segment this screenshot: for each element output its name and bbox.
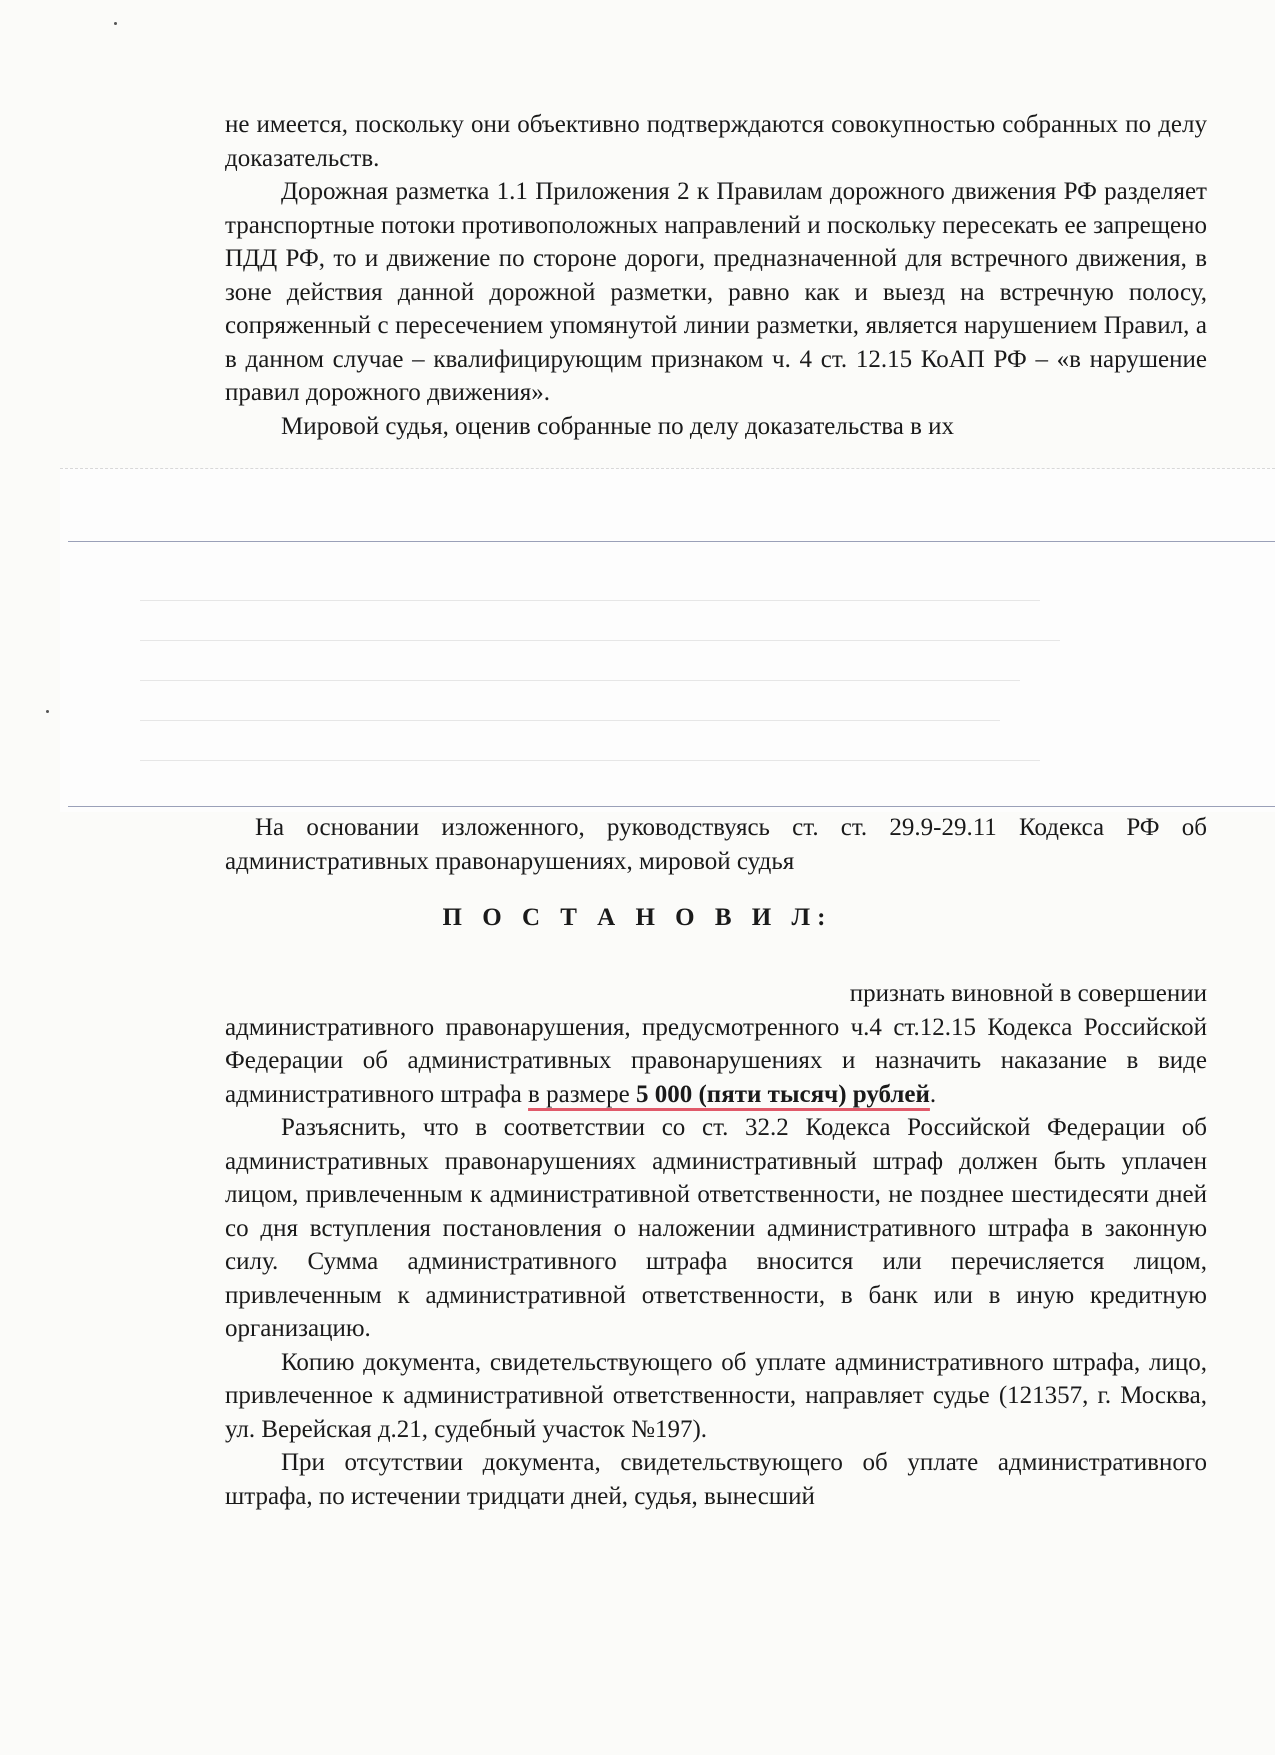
paragraph-3: Мировой судья, оценив собранные по делу доказательства в их <box>281 412 955 440</box>
paragraph-2: Дорожная разметка 1.1 Приложения 2 к Правилам дорожного движения РФ разделяет транспортные потоки противоположных направлений и поскольку пересекать ее запрещено ПДД РФ, то и движение по стороне дороги, предназначенной для встречного движения, в зоне действия данной дорожной разметки, равно как и выезд на встречную полосу, сопряженный с пересечением упомянутой линии разметки, является нарушением Правил, а в данном случае – квалифицирующим признаком ч. 4 ст. 12.15 КоАП РФ – «в нарушение правил дорожного движения». <box>225 178 1207 406</box>
fine-prefix: в размере <box>528 1080 636 1108</box>
scan-speck <box>114 22 117 25</box>
text-block-ruling <box>225 977 1207 1513</box>
scan-speck <box>46 710 49 713</box>
paragraph-basis: На основании изложенного, руководствуясь ст. ст. 29.9-29.11 Кодекса РФ об административных правонарушениях, мировой судья <box>225 814 1207 875</box>
text-block-top <box>225 108 1207 443</box>
fine-amount: 5 000 (пяти тысяч) рублей <box>635 1080 930 1108</box>
redaction-edge-bottom <box>68 806 1275 807</box>
ruling-end: . <box>929 1080 937 1108</box>
paragraph-copy: Копию документа, свидетельствующего об уплате административного штрафа, лицо, привлеченное к административной ответственности, направляет судье (121357, г. Москва, ул. Верейская д.21, судебный участок №197). <box>225 1348 1207 1443</box>
redaction-ghost-line <box>140 760 1040 761</box>
text-block-basis <box>225 811 1207 878</box>
ruling-first-line: признать виновной в совершении <box>849 980 1207 1007</box>
ruling-text: административного правонарушения, предусмотренного ч.4 ст.12.15 Кодекса Российской Федерации об административных правонарушениях и назначить наказание в виде административного штрафа <box>225 1013 1207 1108</box>
paragraph-1: не имеется, поскольку они объективно подтверждаются совокупностью собранных по делу доказательств. <box>225 111 1207 172</box>
paragraph-explanation: Разъяснить, что в соответствии со ст. 32.2 Кодекса Российской Федерации об административных правонарушениях административный штраф должен быть уплачен лицом, привлеченным к административной ответственности, не позднее шестидесяти дней со дня вступления постановления о наложении административного штрафа в законную силу. Сумма административного штрафа вносится или перечисляется лицом, привлеченным к административной ответственности, в банк или в иную кредитную организацию. <box>225 1114 1207 1342</box>
redaction-ghost-line <box>140 640 1060 641</box>
paragraph-absence: При отсутствии документа, свидетельствующего об уплате административного штрафа, по истечении тридцати дней, судья, вынесший <box>225 1449 1207 1510</box>
fine-amount-highlight <box>528 1081 930 1108</box>
ruling-paragraph <box>225 1011 1207 1112</box>
redaction-ghost-line <box>140 680 1020 681</box>
ruling-heading: П О С Т А Н О В И Л: <box>442 904 833 931</box>
redaction-ghost-line <box>140 600 1040 601</box>
redaction-edge-top <box>68 541 1275 542</box>
redaction-ghost-line <box>140 720 1000 721</box>
